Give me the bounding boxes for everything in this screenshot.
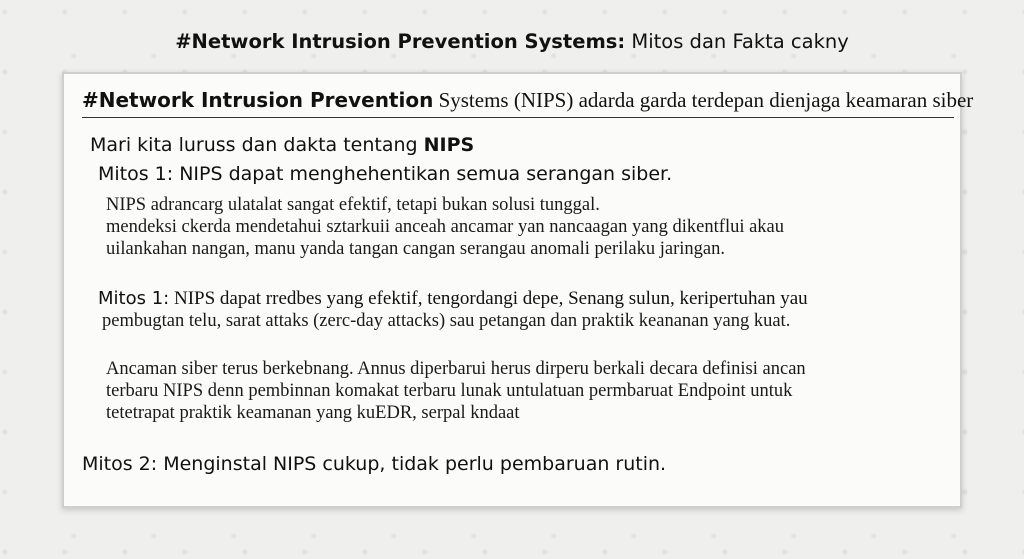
paragraph-2-line: pembugtan telu, sarat attaks (zerc-day attacks) sau petangan dan praktik keananan yang kuat. <box>102 311 791 331</box>
headline-underline <box>82 117 954 118</box>
paragraph-3-line: terbaru NIPS denn pembinnan komakat terbaru lunak untulatuan permbaruat Endpoint untuk <box>106 381 793 401</box>
paragraph-3 <box>106 358 806 424</box>
paragraph-3-line: tetetrapat praktik keamanan yang kuEDR, serpal kndaat <box>106 403 520 423</box>
intro-line <box>90 134 474 156</box>
myth-1-heading: Mitos 1: NIPS dapat menghehentikan semua serangan siber. <box>98 163 673 185</box>
page-title-rest: Mitos dan Fakta cakny <box>625 30 849 53</box>
intro-bold: NIPS <box>423 134 475 156</box>
intro-plain: Mari kita luruss dan dakta tentang <box>90 134 424 156</box>
paragraph-1-line: uilankahan nangan, manu yanda tangan cangan serangau anomali perilaku jaringan. <box>106 239 725 259</box>
content-card <box>62 72 974 508</box>
card-headline <box>82 88 974 113</box>
page-title-bold: #Network Intrusion Prevention Systems: <box>175 30 626 53</box>
myth-2-line <box>98 288 808 310</box>
headline-rest: Systems (NIPS) adarda garda terdepan dienjaga keamaran siber <box>433 88 974 112</box>
paragraph-3-line: Ancaman siber terus berkebnang. Annus diperbarui herus dirperu berkali decara definisi ancan <box>106 359 806 379</box>
page-title <box>0 30 1024 53</box>
myth-3-heading: Mitos 2: Menginstal NIPS cukup, tidak perlu pembaruan rutin. <box>82 453 667 475</box>
paragraph-2 <box>102 310 790 332</box>
headline-bold: #Network Intrusion Prevention <box>82 88 434 112</box>
paragraph-1 <box>106 194 784 260</box>
paragraph-1-line: mendeksi ckerda mendetahui sztarkuii anceah ancamar yan nancaagan yang dikentflui akau <box>106 217 785 237</box>
paragraph-1-line: NIPS adrancarg ulatalat sangat efektif, tetapi bukan solusi tunggal. <box>106 195 600 215</box>
myth-2-text: NIPS dapat rredbes yang efektif, tengordangi depe, Senang sulun, keripertuhan yau <box>169 288 808 309</box>
myth-2-label: Mitos 1: <box>98 288 170 309</box>
